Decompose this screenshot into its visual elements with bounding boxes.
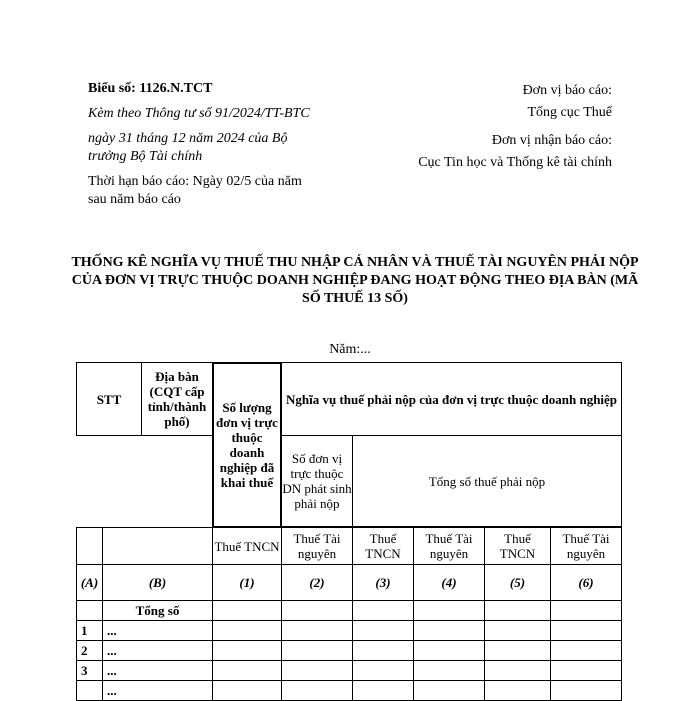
total-col-1 (212, 600, 282, 621)
code-2: (2) (281, 564, 353, 601)
row-value-col-2 (281, 640, 353, 661)
row-value-col-5 (484, 640, 551, 661)
reporting-unit-label: Đơn vị báo cáo: (522, 83, 612, 98)
title-line-2: CỦA ĐƠN VỊ TRỰC THUỘC DOANH NGHIỆP ĐANG HOẠT ĐỘNG THEO ĐỊA BÀN (MÃ SỐ THUẾ 13 SỐ) (71, 273, 639, 306)
subheader-col-5: Thuế TNCN (484, 527, 551, 565)
row-stt: 1 (76, 620, 103, 641)
code-5: (5) (484, 564, 551, 601)
total-col-4 (413, 600, 485, 621)
row-area: ... (102, 660, 213, 681)
subheader-col-4: Thuế Tài nguyên (413, 527, 485, 565)
statistics-table (76, 362, 622, 700)
row-area: ... (102, 620, 213, 641)
issue-date: ngày 31 tháng 12 năm 2024 của Bộ trưởng Bộ Tài chính (88, 131, 288, 164)
subheader-col-1: Thuế TNCN (212, 527, 282, 565)
year-label: Năm:... (329, 342, 371, 357)
row-value-col-5 (484, 680, 551, 701)
row-value-col-2 (281, 620, 353, 641)
row-stt: 2 (76, 640, 103, 661)
total-stt (76, 600, 103, 621)
code-4: (4) (413, 564, 485, 601)
row-value-col-4 (413, 660, 485, 681)
row-value-col-1 (212, 640, 282, 661)
row-stt: 3 (76, 660, 103, 681)
attached-circular: Kèm theo Thông tư số 91/2024/TT-BTC (88, 106, 310, 121)
subheader-col-6: Thuế Tài nguyên (550, 527, 622, 565)
header-area-text: Địa bàn (CQT cấp tỉnh/thành phố) (147, 369, 207, 429)
total-col-3 (352, 600, 414, 621)
reporting-unit: Tổng cục Thuế (527, 105, 612, 120)
header-unit-count: Số lượng đơn vị trực thuộc doanh nghiệp đã khai thuế (212, 362, 282, 528)
row-value-col-6 (550, 660, 622, 681)
subheader-blank-a (76, 527, 103, 565)
row-value-col-1 (212, 660, 282, 681)
row-stt (76, 680, 103, 701)
subheader-col-3: Thuế TNCN (352, 527, 414, 565)
code-6: (6) (550, 564, 622, 601)
row-value-col-2 (281, 680, 353, 701)
total-col-6 (550, 600, 622, 621)
total-col-5 (484, 600, 551, 621)
header-obligation: Nghĩa vụ thuế phải nộp của đơn vị trực thuộc doanh nghiệp (281, 362, 622, 436)
code-a: (A) (76, 564, 103, 601)
title-line-1: THỐNG KÊ NGHĨA VỤ THUẾ THU NHẬP CÁ NHÂN VÀ THUẾ TÀI NGUYÊN PHẢI NỘP (71, 255, 639, 270)
row-value-col-3 (352, 620, 414, 641)
code-b: (B) (102, 564, 213, 601)
row-value-col-5 (484, 660, 551, 681)
row-value-col-1 (212, 620, 282, 641)
receiving-unit-label: Đơn vị nhận báo cáo: (491, 133, 612, 148)
row-value-col-6 (550, 640, 622, 661)
row-value-col-1 (212, 680, 282, 701)
code-3: (3) (352, 564, 414, 601)
header-stt: STT (76, 362, 142, 436)
row-value-col-5 (484, 620, 551, 641)
row-value-col-3 (352, 680, 414, 701)
header-left (88, 80, 313, 216)
row-value-col-3 (352, 640, 414, 661)
form-code: Biểu số: 1126.N.TCT (88, 81, 213, 96)
row-value-col-6 (550, 620, 622, 641)
subheader-col-2: Thuế Tài nguyên (281, 527, 353, 565)
row-area: ... (102, 640, 213, 661)
row-value-col-6 (550, 680, 622, 701)
row-value-col-4 (413, 620, 485, 641)
report-deadline: Thời hạn báo cáo: Ngày 02/5 của năm sau năm báo cáo (88, 174, 302, 207)
report-title (70, 254, 640, 308)
row-value-col-3 (352, 660, 414, 681)
header-right (380, 80, 612, 174)
row-value-col-4 (413, 640, 485, 661)
receiving-unit: Cục Tin học và Thống kê tài chính (418, 155, 612, 170)
header-total-tax: Tổng số thuế phải nộp (352, 435, 622, 527)
total-label: Tổng số (102, 600, 213, 621)
header-area (141, 362, 213, 436)
header-arising-units: Số đơn vị trực thuộc DN phát sinh phải nộp (281, 435, 353, 527)
total-col-2 (281, 600, 353, 621)
row-value-col-4 (413, 680, 485, 701)
code-1: (1) (212, 564, 282, 601)
row-area: ... (102, 680, 213, 701)
row-value-col-2 (281, 660, 353, 681)
subheader-blank-b (102, 527, 213, 565)
